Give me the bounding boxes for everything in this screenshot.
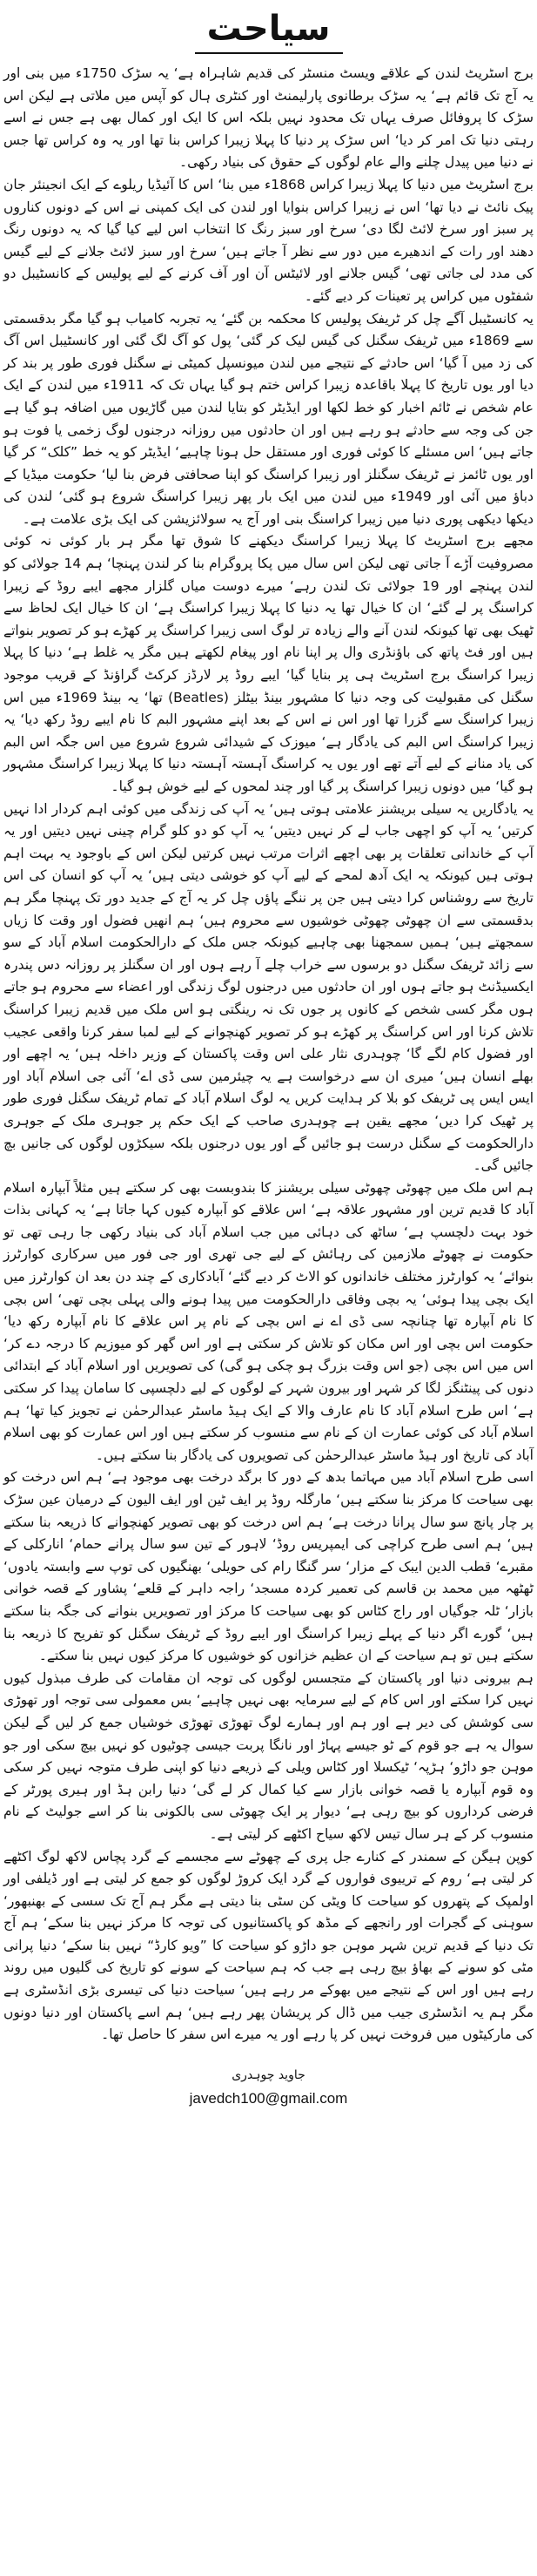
article-paragraph: ہم اس ملک میں چھوٹی چھوٹی سیلی بریشنز کا بندوبست بھی کر سکتے ہیں مثلاً آبپارہ اسلام آباد کا قدیم ترین اور مشہور علاقہ ہے‘ اس علاقے کو آبپارہ کیوں کہا جاتا ہے‘ یہ کہانی بذات خود بہت دلچسپ ہے‘ ساٹھ کی دہائی میں جب اسلام آباد کی بنیاد رکھی جا رہی تھی تو حکومت نے چھوٹے ملازمین کی رہائش کے لیے جی تھری اور جی فور میں سرکاری کوارٹرز بنوائے‘ یہ کوارٹرز مختلف خاندانوں کو الاٹ کر دیے گئے‘ آبادکاری کے چند دن بعد ان کوارٹرز میں ایک بچی پیدا ہوئی‘ یہ بچی وفاقی دارالحکومت میں پیدا ہونے والی پہلی بچی تھی‘ اس بچی کا نام آبپارہ تھا چنانچہ سی ڈی اے نے اس بچی کے نام پر اس علاقے کا نام آبپارہ رکھ دیا‘ حکومت اس بچی اور اس مکان کو تلاش کر سکتی ہے اور اس گھر کو میوزیم کا درجہ دے کر‘ اس میں اس بچی (جو اس وقت بزرگ ہو چکی ہو گی) کی تصویریں اور اسلام آباد کے ابتدائی دنوں کی پینٹنگز لگا کر شہر اور بیرون شہر کے لوگوں کے لیے دلچسپی کا سامان پیدا کر سکتی ہے‘ اس طرح اسلام آباد کا نام عارف والا کے ایک ہیڈ ماسٹر عبدالرحمٰن نے تجویز کیا تھا‘ ہم اسلام آباد کی کوئی عمارت ان کے نام سے منسوب کر سکتے ہیں اور اس عمارت کو بھی اسلام آباد کی تاریخ اور ہیڈ ماسٹر عبدالرحمٰن کی تصویروں کی یادگار بنا سکتے ہیں۔ (3, 1179, 534, 1463)
article-paragraph: ہم بیرونی دنیا اور پاکستان کے متجسس لوگوں کی توجہ ان مقامات کی طرف مبذول کیوں نہیں کرا سکتے اور اس کام کے لیے سرمایہ بھی نہیں چاہیے‘ بس معمولی سی توجہ اور تھوڑی سی کوشش کی دیر ہے اور ہم اور ہمارے لوگ تھوڑی تھوڑی خوشیاں جمع کر لیں گے لیکن سوال یہ ہے جو قوم کے ٹو جیسے پہاڑ اور نانگا پربت جیسی چوٹیوں کو نہیں بیچ سکی اور جو موہن جو داڑو‘ ہڑپہ‘ ٹیکسلا اور کٹاس ویلی کے ذریعے دنیا کو اپنی طرف متوجہ نہیں کر سکی وہ قوم آبپارہ یا قصہ خوانی بازار سے کیا کمال کر لے گی‘ دنیا رابن ہڈ اور ہیری پورٹر کے فرضی کرداروں کو بیچ رہی ہے‘ دیوار پر ایک چھوٹی سی بالکونی بنا کر اسے جولیٹ کے نام منسوب کر کے ہر سال تیس لاکھ سیاح اکٹھے کر لیتی ہے۔ (3, 1669, 534, 1842)
article-paragraph: مجھے برج اسٹریٹ کا پہلا زیبرا کراسنگ دیکھنے کا شوق تھا مگر ہر بار کوئی نہ کوئی مصروفیت آڑے آ جاتی تھی لیکن اس سال میں پکا پروگرام بنا کر لندن پہنچا‘ ہم 14 جولائی کو لندن پہنچے اور 19 جولائی تک لندن رہے‘ میرے دوست میاں گلزار مجھے ایبے روڈ کے زیبرا کراسنگ پر لے گئے‘ ان کا خیال تھا یہ دنیا کا پہلا زیبرا کراسنگ ہے‘ ان کا خیال ایک لحاظ سے ٹھیک بھی تھا کیونکہ لندن آنے والے زیادہ تر لوگ اسی زیبرا کراسنگ پر کھڑے ہو کر تصویر بنواتے ہیں اور فٹ پاتھ کی باؤنڈری وال پر اپنا نام اور پیغام لکھتے ہیں مگر یہ غلط ہے‘ دنیا کا پہلا زیبرا کراسنگ برج اسٹریٹ ہی پر بنایا گیا‘ ایبے روڈ پر لارڈز کرکٹ گراؤنڈ کے قریب موجود سگنل کی مقبولیت کی وجہ دنیا کا مشہور بینڈ بیٹلز (Beatles) تھا‘ یہ بینڈ 1969ء میں اس زیبرا کراسنگ سے گزرا تھا اور اس نے اس کے بعد اپنے مشہور البم کا نام ایبے روڈ رکھ دیا‘ یہ زیبرا کراسنگ اس البم کی یادگار ہے‘ میوزک کے شیدائی شروع شروع میں اس جگہ اس البم کی یاد منانے کے لیے آتے تھے اور یوں یہ کراسنگ آہستہ آہستہ دنیا کا پہلا زیبرا کراسنگ مشہور ہو گیا‘ میں دونوں زیبرا کراسنگ پر گیا اور چند لمحوں کے لیے خوش ہو گیا۔ (3, 533, 534, 794)
title-underline (195, 52, 343, 54)
article-body (3, 63, 534, 2047)
article-paragraph: یہ یادگاریں یہ سیلی بریشنز علامتی ہوتی ہیں‘ یہ آپ کی زندگی میں کوئی اہم کردار ادا نہیں کرتیں‘ یہ آپ کو اچھی جاب لے کر نہیں دیتیں‘ یہ آپ کو دو کلو گرام چینی نہیں دیتیں اور یہ آپ کے خاندانی تعلقات پر بھی اچھے اثرات مرتب نہیں کرتیں لیکن اس کے باوجود یہ بہت اہم ہوتی ہیں کیونکہ یہ ایک آدھ لمحے کے لیے آپ کو خوشی دیتی ہیں‘ یہ آپ کو انسان کی اس تاریخ سے روشناس کرا دیتی ہیں جن پر ننگے پاؤں چل کر یہ آج کے جدید دور تک پہنچا مگر ہم بدقسمتی سے ان چھوٹی چھوٹی خوشیوں سے محروم ہیں‘ ہم انھیں فضول اور وقت کا زیاں سمجھتے ہیں‘ ہمیں سمجھنا بھی چاہیے کیونکہ جس ملک کے دارالحکومت اسلام آباد کے سو سے زائد ٹریفک سگنل دو برسوں سے خراب چلے آ رہے ہوں اور ان سگنلز پر روزانہ دس پندرہ ایکسیڈنٹ ہو جاتے ہوں اور ان حادثوں میں درجنوں لوگ زندگی اور اعضاء سے محروم ہو جاتے ہوں مگر کسی شخص کے کانوں پر جوں تک نہ رینگتی ہو اس ملک میں قدیم زیبرا کراسنگ تلاش کرنا اور اس کراسنگ پر کھڑے ہو کر تصویر کھنچوانے کے لیے لمبا سفر کرنا واقعی عجیب اور فضول کام لگے گا‘ چوہدری نثار علی اس وقت پاکستان کے وزیر داخلہ ہیں‘ یہ اچھے اور بھلے انسان ہیں‘ میری ان سے درخواست ہے یہ چیئرمین سی ڈی اے‘ آئی جی اسلام آباد اور ایس ایس پی ٹریفک کو بلا کر ہدایت کریں یہ لوگ اسلام آباد کے تمام ٹریفک سگنل فوری طور پر ٹھیک کرا دیں‘ مجھے یقین ہے چوہدری صاحب کے ایک حکم پر جوہری ملک کے جوہری دارالحکومت کے سگنل درست ہو جائیں گے اور یوں درجنوں بلکہ سیکڑوں لوگوں کی جانیں بچ جائیں گی۔ (3, 800, 534, 1174)
article-paragraph: اسی طرح اسلام آباد میں مہاتما بدھ کے دور کا برگد درخت بھی موجود ہے‘ ہم اس درخت کو بھی سیاحت کا مرکز بنا سکتے ہیں‘ مارگلہ روڈ پر ایف ٹین اور ایف الیون کے درمیان عین سڑک پر چار پانچ سو سال پرانا درخت ہے‘ ہم اس درخت کو بھی تصویر کھنچوانے کا ذریعہ بنا سکتے ہیں‘ ہم اسی طرح کراچی کی ایمپریس روڈ‘ لاہور کے تین سو سال پرانے حمام‘ انارکلی کے مقبرے‘ قطب الدین ایبک کے مزار‘ سر گنگا رام کی حویلی‘ بھنگیوں کی توپ سے وابستہ یادوں‘ ٹھٹھہ میں محمد بن قاسم کی تعمیر کردہ مسجد‘ راجہ داہر کے قلعے‘ پشاور کے قصہ خوانی بازار‘ ٹلہ جوگیاں اور راج کٹاس کو بھی سیاحت کا مرکز اور تصویریں بنوانے کی جگہ بنا سکتے ہیں‘ گورے اگر دنیا کے پہلے زیبرا کراسنگ اور ایبے روڈ کے ٹریفک سگنل کو تفریح کا ذریعہ بنا سکتے ہیں تو ہم سیاحت کے ان عظیم خزانوں کو خوشیوں کا مرکز کیوں نہیں بنا سکتے۔ (3, 1469, 534, 1664)
author-email: javedch100@gmail.com (189, 2089, 348, 2107)
column-title: سیاحت (206, 9, 331, 49)
article-paragraph: یہ کانسٹیبل آگے چل کر ٹریفک پولیس کا محکمہ بن گئے‘ یہ تجربہ کامیاب ہو گیا مگر بدقسمتی سے 1869ء میں ٹریفک سگنل کی گیس لیک کر گئی‘ پول کو آگ لگ گئی اور کانسٹیبل اس آگ کی زد میں آ گیا‘ اس حادثے کے نتیجے میں لندن میونسپل کمیٹی نے سگنل فوری طور پر بند کر دیا اور یوں تاریخ کا پہلا باقاعدہ زیبرا کراس ختم ہو گیا یہاں تک کہ 1911ء میں لندن کے ایک عام شخص نے ٹائم اخبار کو خط لکھا اور ایڈیٹر کو بتایا لندن میں گاڑیوں میں اضافہ ہو گیا ہے جن کی وجہ سے حادثے ہو رہے ہیں اور ان حادثوں میں روزانہ درجنوں لوگ زخمی یا فوت ہو جاتے ہیں‘ اس مسئلے کا کوئی فوری اور مستقل حل ہونا چاہیے‘ ایڈیٹر کو یہ خط ”کلک“ کر گیا اور یوں ٹائمز نے ٹریفک سگنلز اور زیبرا کراسنگ کو اپنا صحافتی فرض بنا لیا‘ حکومت میڈیا کے دباؤ میں آئی اور 1949ء میں لندن میں ایک بار پھر زیبرا کراسنگ شروع ہو گئی‘ لندن کی دیکھا دیکھی پوری دنیا میں زیبرا کراسنگ بنی اور آج یہ سولائزیشن کی ایک بڑی علامت ہے۔ (3, 310, 534, 527)
author-name: جاوید چوہدری (232, 2067, 305, 2082)
article-paragraph: برج اسٹریٹ لندن کے علاقے ویسٹ منسٹر کی قدیم شاہراہ ہے‘ یہ سڑک 1750ء میں بنی اور یہ آج تک قائم ہے‘ یہ سڑک برطانوی پارلیمنٹ اور کنٹری ہال کو آپس میں ملاتی ہے لیکن اس سڑک کا پروفائل صرف یہاں تک محدود نہیں بلکہ اس کا ایک اور کمال بھی ہے جس نے اسے رہتی دنیا تک امر کر دیا‘ اس سڑک پر دنیا کا پہلا زیبرا کراس بنا تھا اور یہ وہ کراس تھا جس نے دنیا میں پیدل چلنے والے عام لوگوں کے حقوق کی بنیاد رکھی۔ (3, 65, 534, 171)
article-paragraph: برج اسٹریٹ میں دنیا کا پہلا زیبرا کراس 1868ء میں بنا‘ اس کا آئیڈیا ریلوے کے ایک انجینئر جان پیک نائٹ نے دیا تھا‘ اس نے زیبرا کراس بنوایا اور لندن کی ایک کمپنی نے اس کے دونوں کناروں پر سبز اور سرخ لائٹ لگا دی‘ سرخ اور سبز رنگ کا انتخاب اس لیے کیا گیا کہ یہ دونوں رنگ دھند اور رات کے اندھیرے میں دور سے نظر آ جاتے ہیں‘ سرخ اور سبز لائٹ جلانے کے لیے گیس کی مدد لی جاتی تھی‘ گیس جلانے اور لائیٹس آن اور آف کرنے کے لیے پولیس کے کانسٹیبل دو شفٹوں میں کراس پر تعینات کر دیے گئے۔ (3, 176, 534, 304)
column-header (3, 0, 534, 54)
article-paragraph: کوپن ہیگن کے سمندر کے کنارے جل پری کے چھوٹے سے مجسمے کے گرد پچاس لاکھ لوگ اکٹھے کر لیتی ہے‘ روم کے ترییوی فواروں کے گرد ایک کروڑ لوگوں کو جمع کر لیتی ہے اور ڈیلفی اور اولمپک کے پتھروں کو سیاحت کا ویٹی کن سٹی بنا دیتی ہے مگر ہم آج تک سسی کے بھنبھور‘ سوہنی کے گجرات اور رانجھے کے مڈھ کو پاکستانیوں کی توجہ کا مرکز نہیں بنا سکے‘ ہم آج تک دنیا کے قدیم ترین شہر موہن جو داڑو کو سیاحت کا ”ویو کارڈ“ نہیں بنا سکے‘ دنیا پرانی مٹی کو سونے کے بھاؤ بیچ رہی ہے جب کہ ہم سیاحت کے سونے کو تاریخ کی گلیوں میں روند رہے ہیں اور اس کے نتیجے میں بھوکے مر رہے ہیں‘ سیاحت دنیا کی تیسری بڑی انڈسٹری ہے مگر ہم یہ انڈسٹری جیب میں ڈال کر پریشان پھر رہے ہیں‘ ہم اسے پاکستان اور دنیا دونوں کی مارکیٹوں میں فروخت نہیں کر پا رہے اور یہ میرے اس سفر کا حاصل تھا۔ (3, 1848, 534, 2043)
